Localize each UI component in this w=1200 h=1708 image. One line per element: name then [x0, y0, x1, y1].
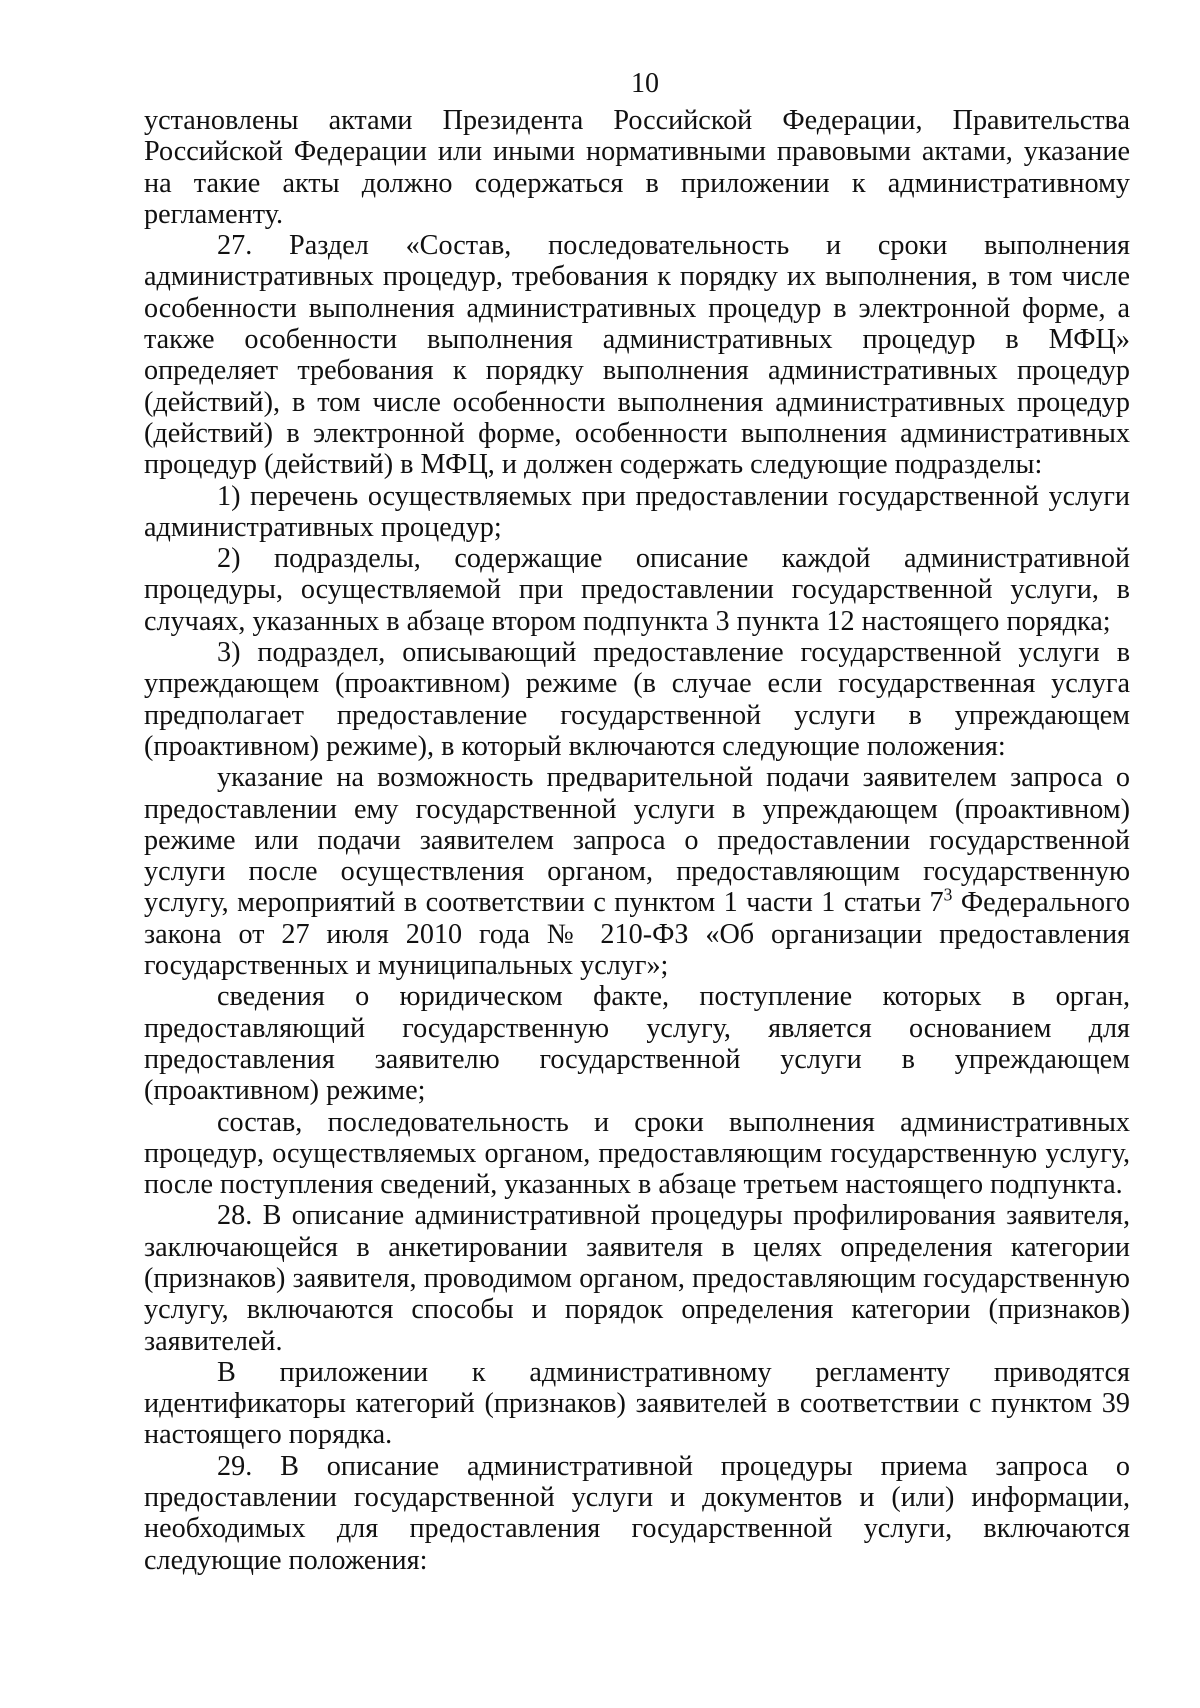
paragraph-item-29: 29. В описание административной процедуры приема запроса о предоставлении государственной услуги и документов и (или) информации, необходимых для предоставления государственной услуги, включаются следующие положения:: [144, 1450, 1130, 1576]
page-number: 10: [631, 68, 659, 99]
paragraph-procedure-composition: состав, последовательность и сроки выполнения административных процедур, осуществляемых органом, предоставляющим государственную услугу, после поступления сведений, указанных в абзаце третьем настоящего подпункта.: [144, 1106, 1130, 1201]
paragraph-subitem-1: 1) перечень осуществляемых при предоставлении государственной услуги административных процедур;: [144, 480, 1130, 543]
paragraph-subitem-3: 3) подраздел, описывающий предоставление государственной услуги в упреждающем (проактивном) режиме (в случае если государственная услуга предполагает предоставление государственной услуги в упреждающем (проактивном) режиме), в который включаются следующие положения:: [144, 637, 1130, 762]
document-body: [144, 105, 1130, 1576]
paragraph-text-continued: Федерального закона от 27 июля 2010 года № 210-ФЗ «Об организации предоставления государственных и муниципальных услуг»;: [144, 887, 1130, 982]
paragraph-proactive-request: [144, 762, 1130, 981]
paragraph-item-28: 28. В описание административной процедуры профилирования заявителя, заключающейся в анкетировании заявителя в целях определения категории (признаков) заявителя, проводимом органом, предоставляющим государственную услугу, включаются способы и порядок определения категории (признаков) заявителей.: [144, 1200, 1130, 1357]
paragraph-legal-fact: сведения о юридическом факте, поступление которых в орган, предоставляющий государственную услугу, является основанием для предоставления заявителю государственной услуги в упреждающем (проактивном) режиме;: [144, 981, 1130, 1107]
paragraph-text: указание на возможность предварительной подачи заявителем запроса о предоставлении ему государственной услуги в упреждающем (проактивном) режиме или подачи заявителем запроса о предоставлении государственной услуги после осуществления органом, предоставляющим государственную услугу, мероприятий в соответствии с пунктом 1 части 1 статьи 7: [144, 762, 1130, 919]
paragraph-continuation: установлены актами Президента Российской Федерации, Правительства Российской Федерации или иными нормативными правовыми актами, указание на такие акты должно содержаться в приложении к административному регламенту.: [144, 105, 1130, 230]
superscript: 3: [943, 885, 953, 906]
paragraph-appendix-identifiers: В приложении к административному регламенту приводятся идентификаторы категорий (признаков) заявителей в соответствии с пунктом 39 настоящего порядка.: [144, 1356, 1130, 1451]
paragraph-subitem-2: 2) подразделы, содержащие описание каждой административной процедуры, осуществляемой при предоставлении государственной услуги, в случаях, указанных в абзаце втором подпункта 3 пункта 12 настоящего порядка;: [144, 543, 1130, 637]
paragraph-item-27: 27. Раздел «Состав, последовательность и сроки выполнения административных процедур, требования к порядку их выполнения, в том числе особенности выполнения административных процедур в электронной форме, а также особенности выполнения административных процедур в МФЦ» определяет требования к порядку выполнения административных процедур (действий), в том числе особенности выполнения административных процедур (действий) в электронной форме, особенности выполнения административных процедур (действий) в МФЦ, и должен содержать следующие подразделы:: [144, 230, 1130, 481]
